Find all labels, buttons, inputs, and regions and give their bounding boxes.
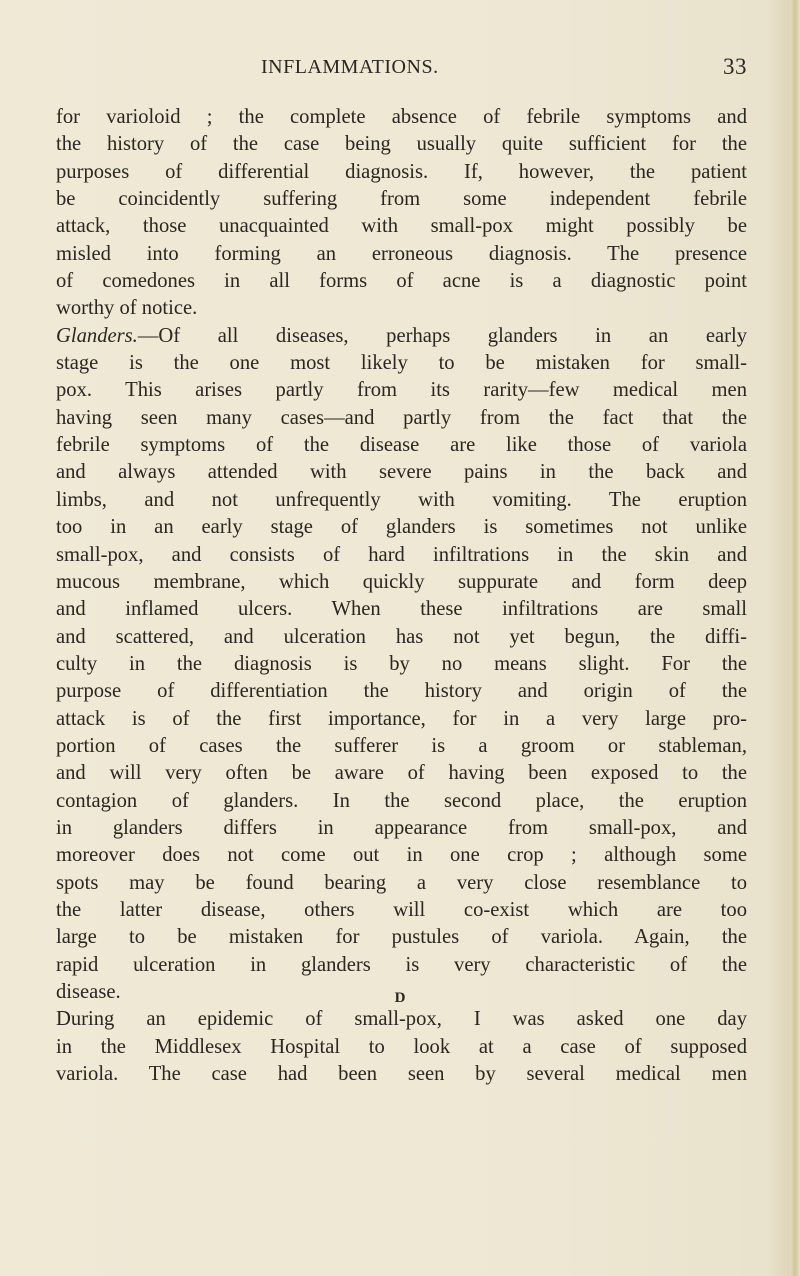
text-line: and will very often be aware of having been exposed to the [56,762,747,785]
text-line: attack, those unacquainted with small-pox might possibly be [56,215,747,238]
text-line: and inflamed ulcers. When these infiltrations are small [56,598,747,621]
page-edge [790,0,800,1276]
text-line: rapid ulceration in glanders is very characteristic of the [56,953,747,976]
text-line: in the Middlesex Hospital to look at a case of supposed [56,1035,747,1058]
text-line: and scattered, and ulceration has not yet begun, the diffi- [56,625,747,648]
text-line: and always attended with severe pains in the back and [56,461,747,484]
running-head [261,56,747,86]
text-line: contagion of glanders. In the second place, the eruption [56,789,747,812]
text-line: small-pox, and consists of hard infiltrations in the skin and [56,543,747,566]
text-line: mucous membrane, which quickly suppurate and form deep [56,570,747,593]
text-line: purpose of differentiation the history and origin of the [56,680,747,703]
text-line: disease. [56,981,121,1003]
text-line: having seen many cases—and partly from the fact that the [56,406,747,429]
text-line: spots may be found bearing a very close resemblance to [56,871,747,894]
text-line: stage is the one most likely to be mistaken for small- [56,352,747,375]
text-line: for varioloid ; the complete absence of febrile symptoms and [56,106,747,128]
text-line: pox. This arises partly from its rarity—few medical men [56,379,747,402]
body-text [56,104,747,1088]
glanders-line-rest: —Of all diseases, perhaps glanders in an early [137,324,747,347]
text-line: purposes of differential diagnosis. If, however, the patient [56,160,747,183]
page-number: 33 [723,54,747,79]
text-line: be coincidently suffering from some independent febrile [56,188,747,211]
text-line: of comedones in all forms of acne is a diagnostic point [56,270,747,293]
text-line: worthy of notice. [56,297,198,320]
text-line: moreover does not come out in one crop ; although some [56,844,747,867]
text-line: During an epidemic of small-pox, I was asked one day [56,1008,747,1031]
glanders-paragraph-start [56,323,747,350]
glanders-heading: Glanders. [56,324,138,347]
text-line: in glanders differs in appearance from small-pox, and [56,816,747,839]
text-line: misled into forming an erroneous diagnosis. The presence [56,242,747,265]
text-line: variola. The case had been seen by several medical men [56,1063,747,1086]
text-line: too in an early stage of glanders is sometimes not unlike [56,516,747,539]
running-head-title: INFLAMMATIONS. [261,56,439,78]
signature-mark: D [394,990,406,1006]
text-line: culty in the diagnosis is by no means slight. For the [56,652,747,675]
text-line: limbs, and not unfrequently with vomiting. The eruption [56,488,747,511]
text-line: febrile symptoms of the disease are like those of variola [56,434,747,457]
text-line: large to be mistaken for pustules of variola. Again, the [56,926,747,949]
text-line: the latter disease, others will co-exist which are too [56,898,747,921]
text-line: portion of cases the sufferer is a groom or stableman, [56,734,747,757]
text-line: attack is of the first importance, for in a very large pro- [56,707,747,730]
text-line: the history of the case being usually quite sufficient for the [56,133,747,156]
